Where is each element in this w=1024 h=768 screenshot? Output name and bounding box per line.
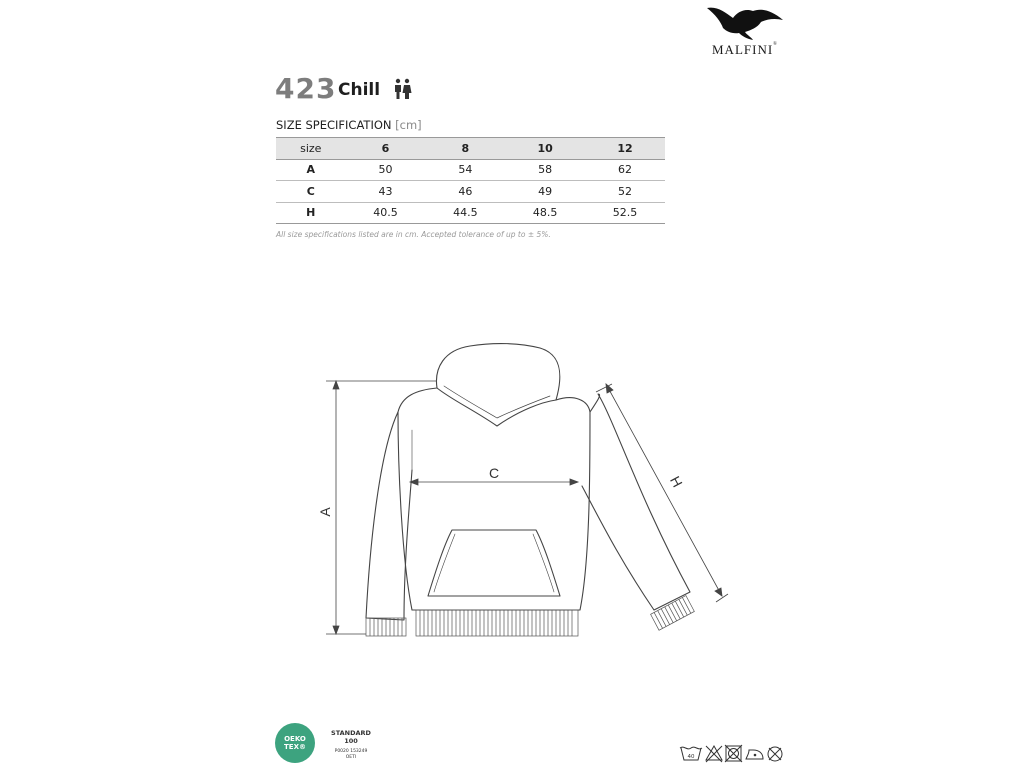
left-sleeve	[366, 412, 412, 620]
eagle-icon	[705, 2, 785, 42]
brand-registered-mark: ®	[773, 42, 778, 47]
oeko-badge-line2: TEX®	[284, 743, 306, 751]
table-cell: 40.5	[346, 202, 426, 224]
size-table	[276, 137, 665, 224]
row-label: C	[276, 181, 346, 203]
hood-opening	[437, 388, 556, 426]
iron-low-icon	[746, 750, 763, 759]
oeko-standard	[321, 729, 381, 745]
oeko-tex-badge	[275, 723, 315, 763]
oeko-standard-line2: 100	[344, 737, 358, 745]
table-cell: 52	[585, 181, 665, 203]
table-cell: 62	[585, 159, 665, 181]
oeko-tex-label	[275, 723, 395, 767]
oeko-standard-line1: STANDARD	[331, 729, 371, 737]
table-cell: 58	[505, 159, 585, 181]
left-cuff-rib	[366, 618, 406, 636]
table-row	[276, 181, 665, 203]
table-cell: 48.5	[505, 202, 585, 224]
table-cell: 52.5	[585, 202, 665, 224]
wash-40-icon	[680, 747, 702, 760]
row-label: H	[276, 202, 346, 224]
size-column-header: 6	[346, 138, 426, 160]
size-table-header	[276, 138, 665, 160]
row-label: A	[276, 159, 346, 181]
right-sleeve	[582, 394, 690, 610]
dimension-h	[596, 384, 728, 602]
table-cell: 50	[346, 159, 426, 181]
dimension-c-label: C	[488, 465, 500, 481]
spec-unit: [cm]	[395, 118, 422, 132]
hoodie-body	[398, 388, 590, 610]
no-dry-clean-icon	[768, 747, 782, 761]
brand-name: MALFINI®	[712, 42, 778, 57]
no-tumble-dry-icon	[725, 745, 742, 762]
no-bleach-icon	[706, 746, 722, 762]
oeko-badge-line1: OEKO	[284, 735, 306, 743]
spec-title-text: SIZE SPECIFICATION	[276, 118, 392, 132]
hood-outline	[436, 344, 559, 400]
care-symbols	[679, 742, 791, 766]
tolerance-note: All size specifications listed are in cm. Accepted tolerance of up to ± 5%.	[276, 230, 551, 239]
product-code: 423	[275, 72, 337, 105]
table-cell: 54	[425, 159, 505, 181]
table-cell: 44.5	[425, 202, 505, 224]
spec-title	[276, 118, 422, 132]
oeko-cert-line1: P0020 153249	[334, 749, 368, 754]
size-column-header: 10	[505, 138, 585, 160]
kangaroo-pocket	[428, 530, 560, 596]
table-row	[276, 202, 665, 224]
brand-logo	[700, 2, 790, 62]
oeko-cert-line2: OETI	[345, 755, 357, 760]
kids-icon	[393, 78, 413, 100]
table-row	[276, 159, 665, 181]
dimension-h-label: H	[666, 473, 686, 490]
size-column-header: 8	[425, 138, 505, 160]
wash-temperature: 40	[687, 754, 695, 760]
size-column-header: size	[276, 138, 346, 160]
size-column-header: 12	[585, 138, 665, 160]
dimension-a-label: A	[317, 507, 333, 517]
product-name: Chill	[338, 80, 381, 100]
table-cell: 46	[425, 181, 505, 203]
oeko-certificate	[321, 749, 381, 761]
table-cell: 49	[505, 181, 585, 203]
table-cell: 43	[346, 181, 426, 203]
hoodie-diagram	[300, 330, 740, 650]
waistband-rib	[416, 610, 578, 636]
dimension-a	[326, 381, 436, 634]
